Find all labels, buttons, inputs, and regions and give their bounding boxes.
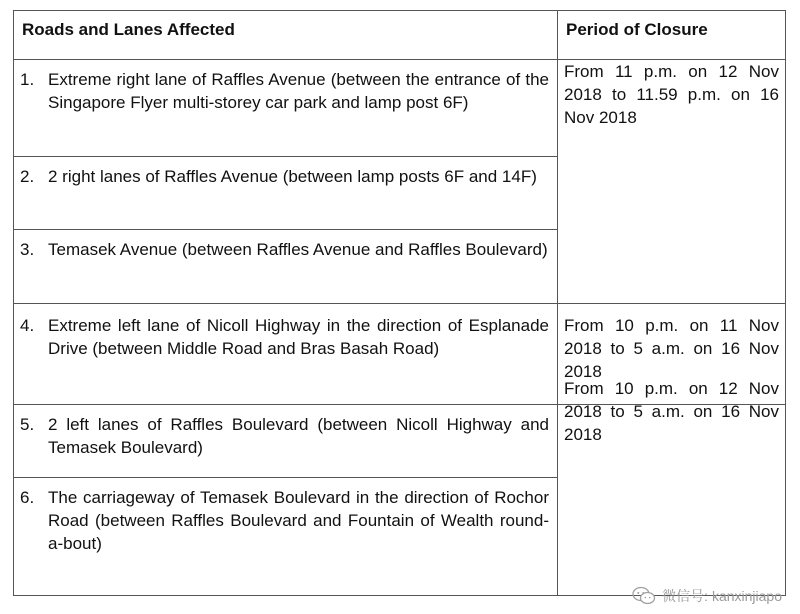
wechat-watermark (632, 586, 782, 606)
period-text: From 10 p.m. on 12 Nov 2018 to 5 a.m. on 16 Nov 2018 (564, 379, 779, 444)
table-header-row (14, 11, 786, 60)
period-text: From 10 p.m. on 11 Nov 2018 to 5 a.m. on 16 Nov 2018 (564, 316, 779, 381)
header-roads: Roads and Lanes Affected (14, 11, 558, 60)
item-number: 3. (20, 240, 35, 259)
road-closure-table (13, 10, 786, 596)
item-number: 4. (20, 316, 35, 335)
item-number: 5. (20, 415, 35, 434)
item-text: Extreme right lane of Raffles Avenue (between the entrance of the Singapore Flyer multi-storey car park and lamp post 6F) (48, 70, 549, 112)
watermark-text: 微信号: kanxinjiapo (662, 588, 782, 604)
period-cell (558, 60, 786, 304)
item-number: 1. (20, 70, 35, 89)
road-cell (14, 478, 558, 596)
table-row (14, 60, 786, 157)
road-cell (14, 405, 558, 478)
period-text: From 11 p.m. on 12 Nov 2018 to 11.59 p.m. on 16 Nov 2018 (564, 62, 779, 127)
item-number: 6. (20, 488, 35, 507)
wechat-icon (632, 586, 656, 606)
item-text: Temasek Avenue (between Raffles Avenue and Raffles Boulevard) (48, 240, 548, 259)
period-cell (558, 379, 786, 596)
table-row (14, 405, 786, 478)
road-cell (14, 157, 558, 230)
road-cell (14, 304, 558, 405)
item-text: The carriageway of Temasek Boulevard in the direction of Rochor Road (between Raffles Boulevard and Fountain of Wealth round-a-bout) (48, 488, 549, 553)
header-period: Period of Closure (558, 11, 786, 60)
item-text: Extreme left lane of Nicoll Highway in the direction of Esplanade Drive (between Middle Road and Bras Basah Road) (48, 316, 549, 358)
road-cell (14, 230, 558, 304)
item-number: 2. (20, 167, 35, 186)
road-cell (14, 60, 558, 157)
item-text: 2 right lanes of Raffles Avenue (between lamp posts 6F and 14F) (48, 167, 537, 186)
item-text: 2 left lanes of Raffles Boulevard (between Nicoll Highway and Temasek Boulevard) (48, 415, 549, 457)
